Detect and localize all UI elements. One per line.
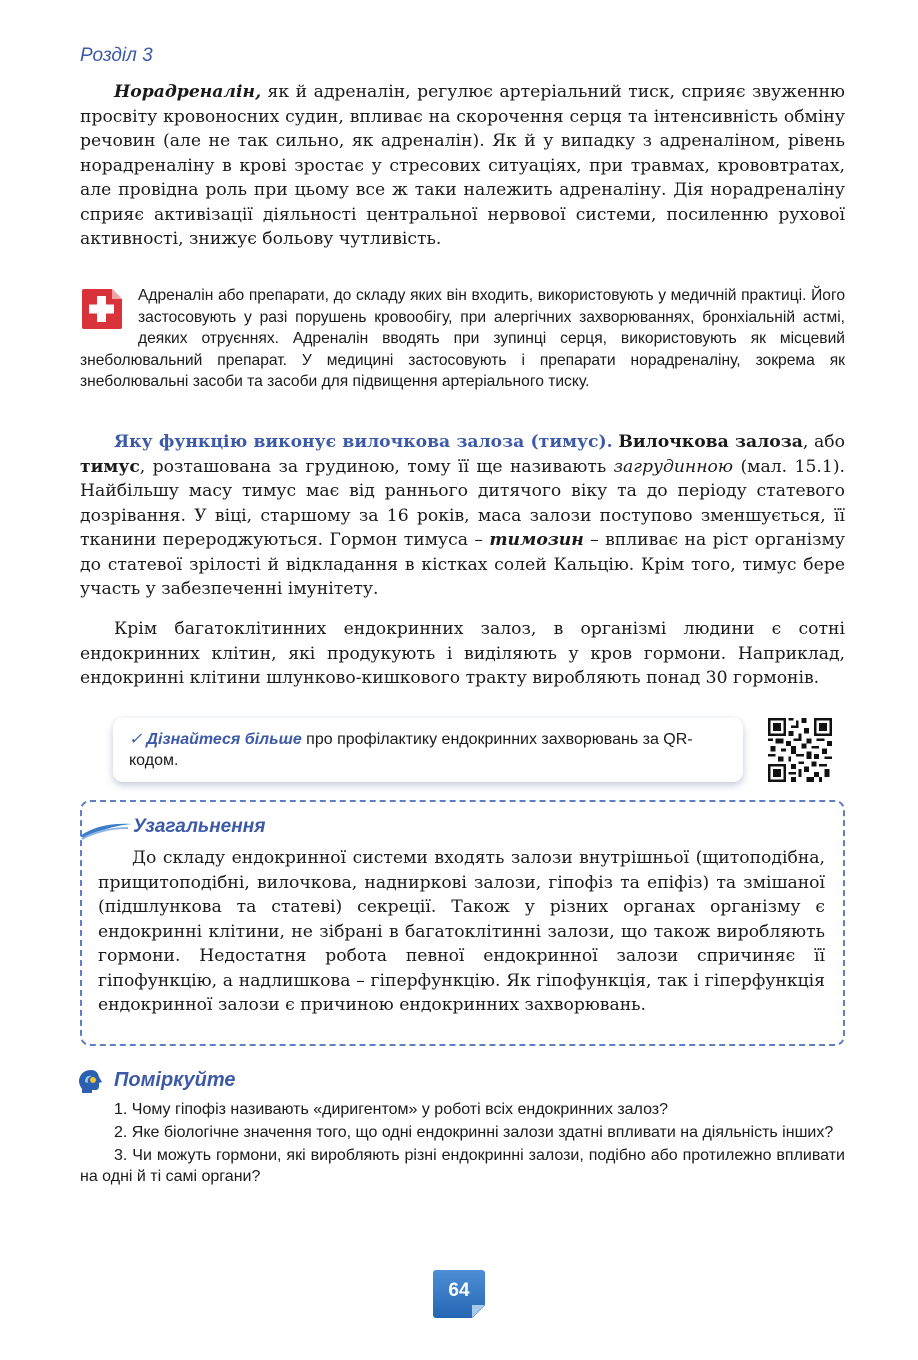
summary-text: До складу ендокринної системи входять залози внутрішньої (щитоподібна, прищитоподібні, вилочкова, надниркові залози, гіпофіз та епіфіз) та змішаної (підшлункова та статеві) секреції. Також у різних органах організму є ендокринні клітини, не зібрані в багатоклітинні залози, що також виробляють гормони. Недостатня робота певної ендокринної залози спричиняє її гіпофункцію, а надлишкова – гіперфункцію. Як гіпофункція, так і гіперфункція ендокринної залози є причиною ендокринних захворювань. [98, 848, 825, 1015]
noradrenaline-text: як й адреналін, регулює артеріальний тиск, сприяє звуженню просвіту кровоносних судин, впливає на скорочення серця та інтенсивність обміну речовин (але не так сильно, як адреналін). Як й у випадку з адреналіном, рівень норадреналіну в крові зростає у стресових ситуаціях, при травмах, крововтратах, але провідна роль при цьому все ж таки належить адреналіну. Дія норадреналіну сприяє активізації діяльності центральної нервової системи, посиленню рухової активності, знижує больову чутливість. [80, 82, 845, 249]
think-title: Поміркуйте [114, 1069, 236, 1091]
page-number: 64 [448, 1280, 470, 1301]
question-item: 1. Чому гіпофіз називають «диригентом» у роботі всіх ендокринних залоз? [114, 1101, 669, 1118]
thymus-text-2: , розташована за грудиною, тому її ще називають [139, 456, 614, 477]
medical-note [80, 285, 845, 393]
paragraph-thymus [80, 430, 845, 602]
question-item: 3. Чи можуть гормони, які виробляють різні ендокринні залози, подібно або протилежно впливати на одні й ті самі органи? [80, 1147, 845, 1185]
thymus-text-3: (мал. 15.1). Найбільшу масу тимус має від раннього дитячого віку та до періоду статевого дозрівання. У віці, старшому за 16 років, маса залози поступово зменшується, її тканини перероджуються. Гормон тимуса – [80, 456, 845, 550]
page-number-badge [433, 1270, 487, 1320]
learn-more-lead: Дізнайтеся більше [146, 731, 302, 748]
medical-note-text: Адреналін або препарати, до складу яких він входить, використовують у медичній практиці. Його застосовують у разі порушень кровообігу, при алергічних захворюваннях, бронхіальній астмі, деяких отруєннях. Адреналін вводять при зупинці серця, використовують як місцевий знеболювальний препарат. У медицині застосовують і препарати норадреналіну, зокрема як знеболювальні засоби та засоби для підвищення артеріального тиску. [80, 287, 845, 390]
term-noradrenaline: Норадреналін, [114, 82, 262, 102]
question-item: 2. Яке біологічне значення того, що одні ендокринні залози здатні впливати на діяльність інших? [114, 1124, 834, 1141]
questions-list [80, 1099, 845, 1189]
summary-title: Узагальнення [133, 816, 266, 837]
thymus-text-4: – впливає на ріст організму до статевої зрілості й відкладання в кістках солей Кальцію. Крім того, тимус бере участь у забезпеченні імунітету. [80, 530, 846, 599]
qr-code-icon[interactable] [768, 718, 832, 782]
check-icon: ✓ [129, 731, 143, 748]
section-label: Розділ 3 [80, 45, 153, 66]
thymus-text-1: , або [802, 432, 845, 452]
term-retrosternal: загрудинною [613, 456, 734, 477]
paragraph-noradrenaline [80, 80, 845, 252]
thinking-head-icon [77, 1068, 105, 1094]
term-thymosin: тимозин [489, 530, 584, 550]
term-thymus: тимус [80, 456, 140, 477]
learn-more-box [113, 718, 743, 782]
paragraph-endocrine-cells: Крім багатоклітинних ендокринних залоз, в організмі людини є сотні ендокринних клітин, які продукують і виділяють у кров гормони. Наприклад, ендокринні клітини шлунково-кишкового тракту виробляють понад 30 гормонів. [80, 619, 845, 688]
medical-cross-icon [80, 287, 124, 331]
swoosh-icon [78, 818, 134, 840]
question-heading-thymus: Яку функцію виконує вилочкова залоза (тимус). [114, 432, 613, 452]
term-thymus-gland: Вилочкова залоза [618, 432, 803, 452]
learn-more-text: про профілактику ендокринних захворювань за QR-кодом. [129, 731, 693, 769]
